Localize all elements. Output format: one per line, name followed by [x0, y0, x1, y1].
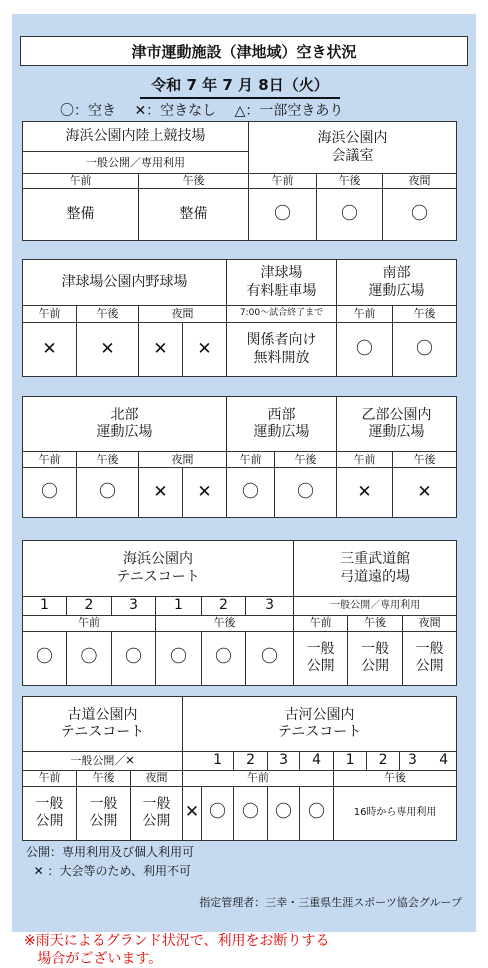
facility-table-1 [22, 121, 457, 241]
facility-name: 津球場公園内野球場 [23, 260, 227, 306]
period-header: 午前 [337, 306, 393, 323]
court-number: 3 [268, 752, 300, 771]
availability-cell: 〇 [23, 468, 77, 518]
facility-name: 乙部公園内 運動広場 [337, 397, 457, 452]
facility-table-5 [22, 696, 457, 841]
period-header: 午後 [77, 452, 139, 468]
facility-name: 南部 運動広場 [337, 260, 457, 306]
reservation-note: 16時から専用利用 [334, 786, 457, 840]
period-header: 夜間 [403, 615, 457, 631]
availability-cell: ✕ [337, 468, 393, 518]
availability-cell: 〇 [275, 468, 337, 518]
period-header: 午前 [23, 452, 77, 468]
facility-name: 三重武道館 弓道遠的場 [294, 541, 457, 597]
legend: 〇：空き ✕：空きなし △：一部空きあり [60, 103, 344, 119]
facility-table-3 [22, 396, 457, 518]
court-number: 2 [234, 752, 268, 771]
period-header: 午後 [156, 615, 294, 631]
hours-note: 7:00～試合終了まで [227, 306, 337, 323]
rain-warning: ※雨天によるグランド状況で、利用をお断りする 場合がございます。 [24, 933, 330, 967]
facility-name: 津球場 有料駐車場 [227, 260, 337, 306]
availability-cell: 一般 公開 [348, 631, 403, 685]
availability-cell: 〇 [300, 786, 334, 840]
availability-cell: 〇 [202, 631, 246, 685]
availability-cell: ✕ [139, 323, 183, 377]
availability-cell: 整備 [23, 189, 139, 241]
period-header: 午後 [77, 770, 131, 786]
facility-table-4 [22, 540, 457, 686]
availability-cell: ✕ [77, 323, 139, 377]
availability-cell: 一般 公開 [23, 786, 77, 840]
court-number: 2 [202, 597, 246, 616]
availability-cell: 〇 [317, 189, 383, 241]
availability-cell: 〇 [234, 786, 268, 840]
availability-cell: 〇 [156, 631, 202, 685]
period-header: 午前 [23, 306, 77, 323]
availability-cell: ✕ [183, 786, 202, 840]
court-number: 3 [246, 597, 294, 616]
footnote: ✕ ：大会等のため、利用不可 [26, 864, 192, 878]
period-header: 夜間 [139, 452, 227, 468]
period-header: 午後 [348, 615, 403, 631]
availability-cell: 〇 [393, 323, 457, 377]
availability-cell: 一般 公開 [77, 786, 131, 840]
facility-name: 西部 運動広場 [227, 397, 337, 452]
page-title: 津市運動施設（津地域）空き状況 [20, 36, 468, 66]
availability-cell: 〇 [383, 189, 457, 241]
court-number: 4 [300, 752, 334, 771]
period-header: 午前 [249, 174, 317, 189]
court-number: 2 [367, 752, 400, 771]
facility-table-2 [22, 259, 457, 377]
period-header: 午後 [334, 770, 457, 786]
court-number: 3 4 [400, 752, 457, 771]
availability-cell: 〇 [202, 786, 234, 840]
period-header: 午後 [275, 452, 337, 468]
period-header: 午前 [23, 174, 139, 189]
manager-credit: 指定管理者：三幸・三重県生涯スポーツ協会グループ [199, 896, 462, 909]
court-number: 1 [156, 597, 202, 616]
availability-cell: ✕ [183, 323, 227, 377]
period-header: 午前 [294, 615, 348, 631]
facility-name: 北部 運動広場 [23, 397, 227, 452]
period-header: 夜間 [383, 174, 457, 189]
court-number: 1 [334, 752, 367, 771]
period-header: 午前 [337, 452, 393, 468]
facility-name: 海浜公園内陸上競技場 [23, 122, 249, 152]
availability-cell: 一般 公開 [403, 631, 457, 685]
period-header: 午後 [139, 174, 249, 189]
availability-cell: ✕ [23, 323, 77, 377]
usage-type: 一般公開／専用利用 [23, 152, 249, 174]
availability-cell: 〇 [227, 468, 275, 518]
availability-cell: ✕ [183, 468, 227, 518]
availability-cell: 整備 [139, 189, 249, 241]
availability-cell: 〇 [23, 631, 67, 685]
period-header: 午前 [23, 615, 156, 631]
period-header: 午後 [317, 174, 383, 189]
date-heading: 令和 7 年 7 月 8日（火） [140, 75, 340, 99]
period-header: 夜間 [131, 770, 183, 786]
period-header: 午前 [183, 770, 334, 786]
period-header: 夜間 [139, 306, 227, 323]
period-header: 午後 [77, 306, 139, 323]
usage-type: 一般公開／✕ [23, 752, 183, 771]
period-header: 午前 [227, 452, 275, 468]
availability-cell: 関係者向け 無料開放 [227, 323, 337, 377]
facility-name: 古道公園内 テニスコート [23, 697, 183, 752]
availability-cell: 〇 [249, 189, 317, 241]
facility-name: 海浜公園内 テニスコート [23, 541, 294, 597]
period-header: 午後 [393, 452, 457, 468]
availability-cell: ✕ [139, 468, 183, 518]
usage-type: 一般公開／専用利用 [294, 597, 457, 616]
period-header: 午後 [393, 306, 457, 323]
availability-cell: 一般 公開 [294, 631, 348, 685]
availability-cell: 〇 [77, 468, 139, 518]
availability-cell: 〇 [268, 786, 300, 840]
availability-cell: ✕ [393, 468, 457, 518]
court-number: 1 [23, 597, 67, 616]
availability-cell: 〇 [337, 323, 393, 377]
footnote: 公開：専用利用及び個人利用可 [26, 845, 195, 859]
court-number: 2 [67, 597, 112, 616]
facility-name: 古河公園内 テニスコート [183, 697, 457, 752]
availability-cell: 〇 [112, 631, 156, 685]
facility-name: 海浜公園内 会議室 [249, 122, 457, 174]
availability-cell: 〇 [67, 631, 112, 685]
court-number: 1 [183, 752, 234, 771]
period-header: 午前 [23, 770, 77, 786]
availability-cell: 一般 公開 [131, 786, 183, 840]
availability-cell: 〇 [246, 631, 294, 685]
court-number: 3 [112, 597, 156, 616]
